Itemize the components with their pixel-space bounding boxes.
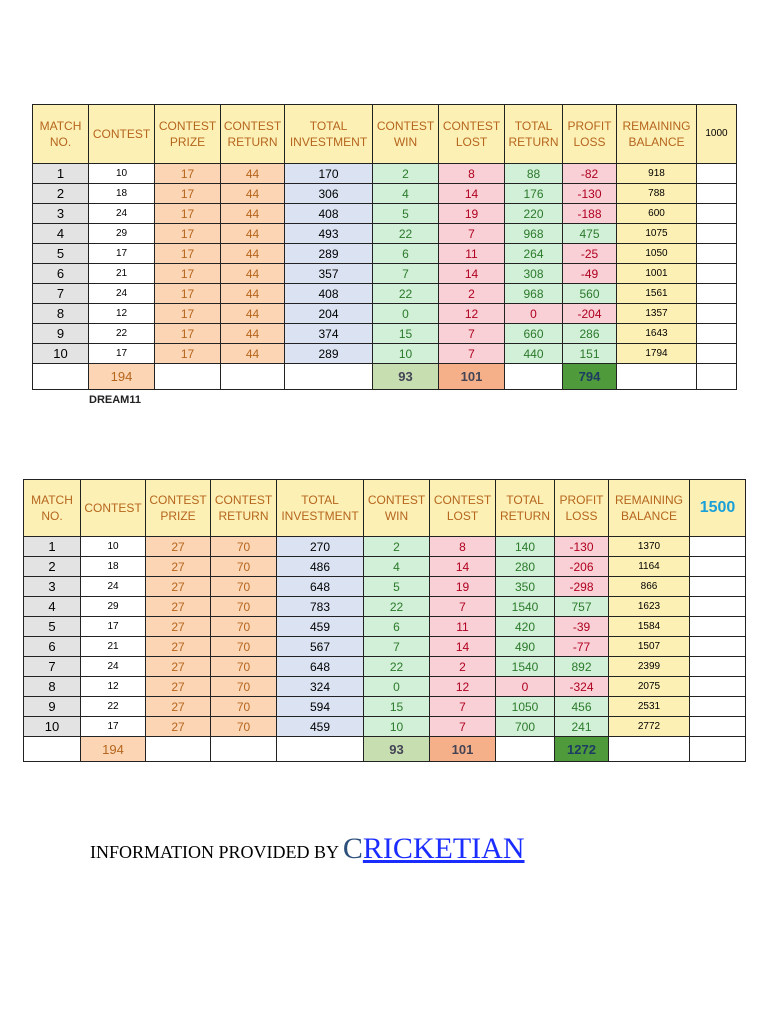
table-row (24, 717, 746, 737)
total-contest-lost: 101 (430, 737, 496, 762)
total-investment-cell: 493 (285, 224, 373, 244)
contest-lost-cell: 19 (430, 577, 496, 597)
contest-lost-cell: 7 (430, 717, 496, 737)
contest-return-cell: 44 (221, 264, 285, 284)
total-return-cell: 660 (505, 324, 563, 344)
contest-cell: 17 (89, 344, 155, 364)
empty-cell (211, 737, 277, 762)
profit-loss-cell: -298 (555, 577, 609, 597)
empty-cell (690, 597, 746, 617)
match-no-cell: 4 (24, 597, 81, 617)
table-2-header-row (24, 480, 746, 537)
header-total-investment: TOTAL INVESTMENT (277, 480, 364, 537)
remaining-balance-cell: 1794 (617, 344, 697, 364)
contest-lost-cell: 14 (430, 557, 496, 577)
contest-return-cell: 44 (221, 224, 285, 244)
contest-win-cell: 4 (373, 184, 439, 204)
table-2-body (24, 537, 746, 737)
contest-return-cell: 44 (221, 284, 285, 304)
header-contest-lost: CONTEST LOST (439, 105, 505, 164)
match-no-cell: 10 (33, 344, 89, 364)
contest-cell: 22 (89, 324, 155, 344)
empty-cell (697, 284, 737, 304)
table-row (24, 577, 746, 597)
total-investment-cell: 289 (285, 344, 373, 364)
table-row (33, 184, 737, 204)
total-investment-cell: 459 (277, 717, 364, 737)
empty-cell (496, 737, 555, 762)
total-return-cell: 176 (505, 184, 563, 204)
total-return-cell: 264 (505, 244, 563, 264)
empty-cell (277, 737, 364, 762)
table-row (33, 304, 737, 324)
contest-cell: 24 (81, 577, 146, 597)
remaining-balance-cell: 2075 (609, 677, 690, 697)
contest-cell: 12 (81, 677, 146, 697)
contest-prize-cell: 17 (155, 264, 221, 284)
match-no-cell: 8 (24, 677, 81, 697)
contest-prize-cell: 17 (155, 304, 221, 324)
total-investment-cell: 170 (285, 164, 373, 184)
total-investment-cell: 486 (277, 557, 364, 577)
header-profit-loss: PROFIT LOSS (555, 480, 609, 537)
contest-return-cell: 70 (211, 577, 277, 597)
empty-cell (146, 737, 211, 762)
contest-win-cell: 0 (373, 304, 439, 324)
contest-cell: 12 (89, 304, 155, 324)
total-investment-cell: 289 (285, 244, 373, 264)
contest-return-cell: 44 (221, 324, 285, 344)
total-investment-cell: 374 (285, 324, 373, 344)
contest-cell: 24 (81, 657, 146, 677)
contest-lost-cell: 14 (439, 264, 505, 284)
contest-lost-cell: 12 (439, 304, 505, 324)
header-match-no: MATCH NO. (24, 480, 81, 537)
contest-lost-cell: 12 (430, 677, 496, 697)
contest-prize-cell: 27 (146, 717, 211, 737)
profit-loss-cell: -130 (555, 537, 609, 557)
contest-cell: 24 (89, 204, 155, 224)
empty-cell (690, 717, 746, 737)
remaining-balance-cell: 600 (617, 204, 697, 224)
contest-return-cell: 70 (211, 617, 277, 637)
total-investment-cell: 306 (285, 184, 373, 204)
match-no-cell: 3 (33, 204, 89, 224)
profit-loss-cell: -188 (563, 204, 617, 224)
profit-loss-cell: -82 (563, 164, 617, 184)
header-total-investment: TOTAL INVESTMENT (285, 105, 373, 164)
table-row (24, 537, 746, 557)
profit-loss-cell: -206 (555, 557, 609, 577)
contest-prize-cell: 27 (146, 637, 211, 657)
profit-loss-cell: 475 (563, 224, 617, 244)
empty-cell (690, 657, 746, 677)
table-row (24, 677, 746, 697)
remaining-balance-cell: 1050 (617, 244, 697, 264)
match-no-cell: 2 (24, 557, 81, 577)
contest-return-cell: 44 (221, 184, 285, 204)
remaining-balance-cell: 1357 (617, 304, 697, 324)
contest-cell: 10 (89, 164, 155, 184)
total-return-cell: 1540 (496, 597, 555, 617)
total-return-cell: 0 (505, 304, 563, 324)
table-2-totals-row (24, 737, 746, 762)
total-return-cell: 1540 (496, 657, 555, 677)
profit-loss-cell: -77 (555, 637, 609, 657)
contest-prize-cell: 17 (155, 324, 221, 344)
contest-prize-cell: 17 (155, 204, 221, 224)
remaining-balance-cell: 1561 (617, 284, 697, 304)
header-contest-prize: CONTEST PRIZE (155, 105, 221, 164)
remaining-balance-cell: 918 (617, 164, 697, 184)
contest-prize-cell: 27 (146, 697, 211, 717)
table-row (24, 597, 746, 617)
table-row (33, 224, 737, 244)
empty-cell (690, 737, 746, 762)
total-investment-cell: 783 (277, 597, 364, 617)
contest-lost-cell: 19 (439, 204, 505, 224)
remaining-balance-cell: 1507 (609, 637, 690, 657)
contest-win-cell: 2 (373, 164, 439, 184)
empty-cell (690, 637, 746, 657)
total-return-cell: 490 (496, 637, 555, 657)
contest-lost-cell: 7 (439, 224, 505, 244)
contest-cell: 18 (89, 184, 155, 204)
empty-cell (697, 264, 737, 284)
empty-cell (697, 224, 737, 244)
total-contest-win: 93 (373, 364, 439, 390)
total-investment-cell: 204 (285, 304, 373, 324)
empty-cell (690, 677, 746, 697)
total-investment-cell: 408 (285, 204, 373, 224)
table-row (24, 617, 746, 637)
header-total-return: TOTAL RETURN (505, 105, 563, 164)
empty-cell (505, 364, 563, 390)
total-return-cell: 140 (496, 537, 555, 557)
contest-prize-cell: 27 (146, 677, 211, 697)
remaining-balance-cell: 1164 (609, 557, 690, 577)
empty-cell (221, 364, 285, 390)
total-return-cell: 280 (496, 557, 555, 577)
remaining-balance-cell: 1075 (617, 224, 697, 244)
header-contest-lost: CONTEST LOST (430, 480, 496, 537)
contest-cell: 17 (89, 244, 155, 264)
header-remaining-balance: REMAINING BALANCE (609, 480, 690, 537)
contest-prize-cell: 17 (155, 244, 221, 264)
contest-return-cell: 70 (211, 537, 277, 557)
remaining-balance-cell: 866 (609, 577, 690, 597)
contest-prize-cell: 27 (146, 657, 211, 677)
empty-cell (33, 364, 89, 390)
header-remaining-balance: REMAINING BALANCE (617, 105, 697, 164)
contest-win-cell: 22 (373, 224, 439, 244)
empty-cell (690, 577, 746, 597)
match-no-cell: 1 (24, 537, 81, 557)
header-total-return: TOTAL RETURN (496, 480, 555, 537)
total-return-cell: 350 (496, 577, 555, 597)
total-contests: 194 (89, 364, 155, 390)
contest-cell: 21 (89, 264, 155, 284)
contest-cell: 18 (81, 557, 146, 577)
contest-cell: 29 (89, 224, 155, 244)
empty-cell (697, 304, 737, 324)
contest-lost-cell: 7 (439, 324, 505, 344)
table-row (33, 244, 737, 264)
total-return-cell: 308 (505, 264, 563, 284)
contest-win-cell: 7 (373, 264, 439, 284)
total-investment-cell: 648 (277, 577, 364, 597)
profit-loss-cell: -25 (563, 244, 617, 264)
total-return-cell: 88 (505, 164, 563, 184)
match-no-cell: 6 (24, 637, 81, 657)
remaining-balance-cell: 1001 (617, 264, 697, 284)
total-return-cell: 968 (505, 224, 563, 244)
remaining-balance-cell: 1623 (609, 597, 690, 617)
total-investment-cell: 408 (285, 284, 373, 304)
contest-return-cell: 70 (211, 657, 277, 677)
table-1-header-row (33, 105, 737, 164)
total-investment-cell: 357 (285, 264, 373, 284)
contest-prize-cell: 27 (146, 537, 211, 557)
header-contest: CONTEST (89, 105, 155, 164)
header-match-no: MATCH NO. (33, 105, 89, 164)
empty-cell (617, 364, 697, 390)
contest-lost-cell: 7 (430, 597, 496, 617)
match-no-cell: 6 (33, 264, 89, 284)
profit-loss-cell: -39 (555, 617, 609, 637)
empty-cell (697, 164, 737, 184)
contest-cell: 24 (89, 284, 155, 304)
remaining-balance-cell: 2399 (609, 657, 690, 677)
profit-loss-cell: -204 (563, 304, 617, 324)
contest-win-cell: 10 (373, 344, 439, 364)
empty-cell (24, 737, 81, 762)
profit-loss-cell: 241 (555, 717, 609, 737)
betting-table-1 (32, 104, 737, 390)
empty-cell (155, 364, 221, 390)
starting-balance: 1500 (690, 480, 746, 537)
table-row (33, 204, 737, 224)
match-no-cell: 8 (33, 304, 89, 324)
contest-win-cell: 22 (373, 284, 439, 304)
remaining-balance-cell: 788 (617, 184, 697, 204)
remaining-balance-cell: 1584 (609, 617, 690, 637)
header-contest-return: CONTEST RETURN (211, 480, 277, 537)
contest-return-cell: 44 (221, 304, 285, 324)
match-no-cell: 1 (33, 164, 89, 184)
contest-win-cell: 0 (364, 677, 430, 697)
empty-cell (697, 204, 737, 224)
contest-lost-cell: 14 (430, 637, 496, 657)
contest-win-cell: 4 (364, 557, 430, 577)
empty-cell (697, 184, 737, 204)
empty-cell (697, 244, 737, 264)
contest-cell: 29 (81, 597, 146, 617)
total-contests: 194 (81, 737, 146, 762)
table-1-totals-row (33, 364, 737, 390)
profit-loss-cell: -130 (563, 184, 617, 204)
contest-prize-cell: 27 (146, 617, 211, 637)
table-row (33, 164, 737, 184)
contest-win-cell: 10 (364, 717, 430, 737)
contest-cell: 21 (81, 637, 146, 657)
remaining-balance-cell: 2531 (609, 697, 690, 717)
empty-cell (690, 537, 746, 557)
total-return-cell: 420 (496, 617, 555, 637)
profit-loss-cell: 757 (555, 597, 609, 617)
contest-cell: 10 (81, 537, 146, 557)
table-row (33, 344, 737, 364)
profit-loss-cell: -324 (555, 677, 609, 697)
profit-loss-cell: 560 (563, 284, 617, 304)
contest-lost-cell: 8 (430, 537, 496, 557)
empty-cell (690, 557, 746, 577)
profit-loss-cell: -49 (563, 264, 617, 284)
table-row (33, 264, 737, 284)
footer-prefix: INFORMATION PROVIDED BY (90, 842, 339, 862)
contest-win-cell: 5 (373, 204, 439, 224)
remaining-balance-cell: 1370 (609, 537, 690, 557)
total-return-cell: 1050 (496, 697, 555, 717)
contest-win-cell: 7 (364, 637, 430, 657)
contest-prize-cell: 17 (155, 344, 221, 364)
total-investment-cell: 648 (277, 657, 364, 677)
total-profit-loss: 1272 (555, 737, 609, 762)
contest-prize-cell: 27 (146, 597, 211, 617)
profit-loss-cell: 892 (555, 657, 609, 677)
remaining-balance-cell: 1643 (617, 324, 697, 344)
contest-prize-cell: 17 (155, 284, 221, 304)
total-contest-lost: 101 (439, 364, 505, 390)
contest-prize-cell: 27 (146, 577, 211, 597)
match-no-cell: 3 (24, 577, 81, 597)
total-contest-win: 93 (364, 737, 430, 762)
total-profit-loss: 794 (563, 364, 617, 390)
contest-win-cell: 22 (364, 597, 430, 617)
contest-cell: 22 (81, 697, 146, 717)
contest-win-cell: 5 (364, 577, 430, 597)
contest-lost-cell: 2 (430, 657, 496, 677)
contest-cell: 17 (81, 617, 146, 637)
table-row (24, 637, 746, 657)
profit-loss-cell: 286 (563, 324, 617, 344)
total-investment-cell: 459 (277, 617, 364, 637)
contest-prize-cell: 17 (155, 224, 221, 244)
contest-win-cell: 6 (373, 244, 439, 264)
total-investment-cell: 270 (277, 537, 364, 557)
contest-lost-cell: 8 (439, 164, 505, 184)
total-return-cell: 0 (496, 677, 555, 697)
table-row (33, 284, 737, 304)
contest-prize-cell: 27 (146, 557, 211, 577)
remaining-balance-cell: 2772 (609, 717, 690, 737)
contest-lost-cell: 7 (430, 697, 496, 717)
total-return-cell: 440 (505, 344, 563, 364)
header-contest-win: CONTEST WIN (364, 480, 430, 537)
table-1-caption: DREAM11 (89, 394, 141, 406)
brand-link[interactable]: RICKETIAN (362, 832, 525, 865)
total-return-cell: 220 (505, 204, 563, 224)
betting-table-2 (23, 479, 746, 762)
contest-return-cell: 70 (211, 557, 277, 577)
empty-cell (697, 324, 737, 344)
match-no-cell: 5 (33, 244, 89, 264)
match-no-cell: 5 (24, 617, 81, 637)
header-contest-return: CONTEST RETURN (221, 105, 285, 164)
contest-lost-cell: 2 (439, 284, 505, 304)
match-no-cell: 9 (24, 697, 81, 717)
contest-return-cell: 70 (211, 637, 277, 657)
contest-return-cell: 44 (221, 204, 285, 224)
header-contest-prize: CONTEST PRIZE (146, 480, 211, 537)
contest-win-cell: 2 (364, 537, 430, 557)
header-profit-loss: PROFIT LOSS (563, 105, 617, 164)
empty-cell (609, 737, 690, 762)
contest-return-cell: 44 (221, 164, 285, 184)
match-no-cell: 7 (33, 284, 89, 304)
empty-cell (690, 617, 746, 637)
header-contest: CONTEST (81, 480, 146, 537)
contest-return-cell: 70 (211, 597, 277, 617)
contest-prize-cell: 17 (155, 164, 221, 184)
contest-prize-cell: 17 (155, 184, 221, 204)
total-return-cell: 968 (505, 284, 563, 304)
header-contest-win: CONTEST WIN (373, 105, 439, 164)
empty-cell (285, 364, 373, 390)
total-investment-cell: 594 (277, 697, 364, 717)
total-investment-cell: 567 (277, 637, 364, 657)
total-investment-cell: 324 (277, 677, 364, 697)
total-return-cell: 700 (496, 717, 555, 737)
contest-lost-cell: 11 (430, 617, 496, 637)
table-1-body (33, 164, 737, 364)
contest-return-cell: 44 (221, 344, 285, 364)
profit-loss-cell: 151 (563, 344, 617, 364)
contest-win-cell: 6 (364, 617, 430, 637)
contest-win-cell: 15 (373, 324, 439, 344)
contest-return-cell: 70 (211, 717, 277, 737)
contest-win-cell: 15 (364, 697, 430, 717)
match-no-cell: 9 (33, 324, 89, 344)
table-row (24, 697, 746, 717)
table-row (33, 324, 737, 344)
footer-credit (90, 832, 525, 866)
match-no-cell: 10 (24, 717, 81, 737)
match-no-cell: 7 (24, 657, 81, 677)
match-no-cell: 2 (33, 184, 89, 204)
brand-initial: C (342, 832, 363, 865)
match-no-cell: 4 (33, 224, 89, 244)
contest-return-cell: 70 (211, 697, 277, 717)
contest-win-cell: 22 (364, 657, 430, 677)
table-row (24, 657, 746, 677)
contest-cell: 17 (81, 717, 146, 737)
profit-loss-cell: 456 (555, 697, 609, 717)
empty-cell (690, 697, 746, 717)
empty-cell (697, 344, 737, 364)
contest-lost-cell: 11 (439, 244, 505, 264)
empty-cell (697, 364, 737, 390)
table-row (24, 557, 746, 577)
contest-return-cell: 70 (211, 677, 277, 697)
contest-lost-cell: 7 (439, 344, 505, 364)
starting-balance: 1000 (697, 105, 737, 164)
contest-lost-cell: 14 (439, 184, 505, 204)
contest-return-cell: 44 (221, 244, 285, 264)
